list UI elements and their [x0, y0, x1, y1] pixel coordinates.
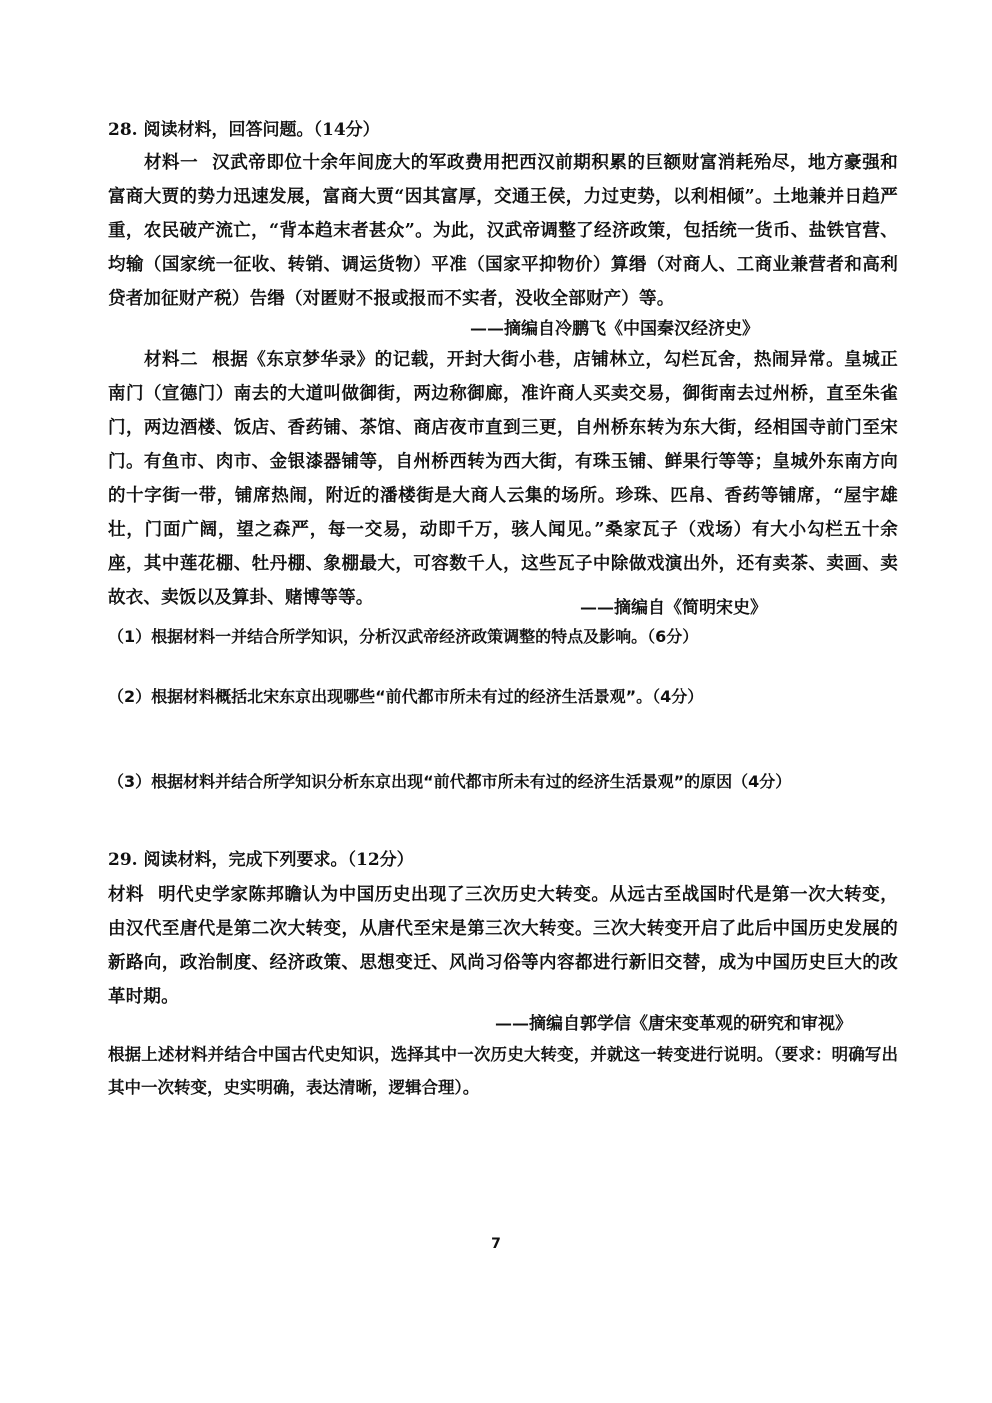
q28-sub-question-2: （2）根据材料概括北宋东京出现哪些“前代都市所未有过的经济生活景观”。（4分） [108, 687, 704, 706]
q28-material-2-source: ——摘编自《简明宋史》 [580, 598, 767, 618]
question-28-heading: 28. 阅读材料，回答问题。（14分） [108, 120, 380, 140]
q28-sub-question-1: （1）根据材料一并结合所学知识，分析汉武帝经济政策调整的特点及影响。（6分） [108, 627, 699, 646]
q29-material-label: 材料 [108, 885, 145, 905]
q29-task: 根据上述材料并结合中国古代史知识，选择其中一次历史大转变，并就这一转变进行说明。（要求：明确写出其中一次转变，史实明确，表达清晰，逻辑合理）。 [108, 1045, 898, 1097]
q28-sub-question-3: （3）根据材料并结合所学知识分析东京出现“前代都市所未有过的经济生活景观”的原因（4分） [108, 772, 792, 791]
q28-material-2-label: 材料二 [144, 350, 199, 370]
q29-material-source: ——摘编自郭学信《唐宋变革观的研究和审视》 [495, 1014, 852, 1034]
q28-material-2-text: 根据《东京梦华录》的记载，开封大街小巷，店铺林立，勾栏瓦舍，热闹异常。皇城正南门（宣德门）南去的大道叫做御街，两边称御廊，准许商人买卖交易，御街南去过州桥，直至朱雀门，两边酒楼、饭店、香药铺、茶馆、商店夜市直到三更，自州桥东转为东大街，经相国寺前门至宋门。有鱼市、肉市、金银漆器铺等，自州桥西转为西大街，有珠玉铺、鲜果行等等；皇城外东南方向的十字街一带，铺席热闹，附近的潘楼街是大商人云集的场所。珍珠、匹帛、香药等铺席，“屋宇雄壮，门面广阔，望之森严，每一交易，动即千万，骇人闻见。”桑家瓦子（戏场）有大小勾栏五十余座，其中莲花棚、牡丹棚、象棚最大，可容数千人，这些瓦子中除做戏演出外，还有卖茶、卖画、卖故衣、卖饭以及算卦、赌博等等。 [108, 350, 898, 608]
q28-material-1-label: 材料一 [144, 153, 199, 173]
q29-material-text: 明代史学家陈邦瞻认为中国历史出现了三次历史大转变。从远古至战国时代是第一次大转变，由汉代至唐代是第二次大转变，从唐代至宋是第三次大转变。三次大转变开启了此后中国历史发展的新路向，政治制度、经济政策、思想变迁、风尚习俗等内容都进行新旧交替，成为中国历史巨大的改革时期。 [108, 885, 898, 1007]
page-number: 7 [491, 1236, 501, 1252]
q29-material [108, 878, 898, 1014]
q28-material-1-source: ——摘编自冷鹏飞《中国秦汉经济史》 [470, 319, 759, 339]
q28-material-1-text: 汉武帝即位十余年间庞大的军政费用把西汉前期积累的巨额财富消耗殆尽，地方豪强和富商大贾的势力迅速发展，富商大贾“因其富厚，交通王侯，力过吏势，以利相倾”。土地兼并日趋严重，农民破产流亡，“背本趋末者甚众”。为此，汉武帝调整了经济政策，包括统一货币、盐铁官营、均输（国家统一征收、转销、调运货物）平准（国家平抑物价）算缗（对商人、工商业兼营者和高利贷者加征财产税）告缗（对匿财不报或报而不实者，没收全部财产）等。 [108, 153, 898, 309]
q28-material-1 [108, 146, 898, 316]
question-29-heading: 29. 阅读材料，完成下列要求。（12分） [108, 850, 414, 870]
q28-material-2 [108, 343, 898, 615]
